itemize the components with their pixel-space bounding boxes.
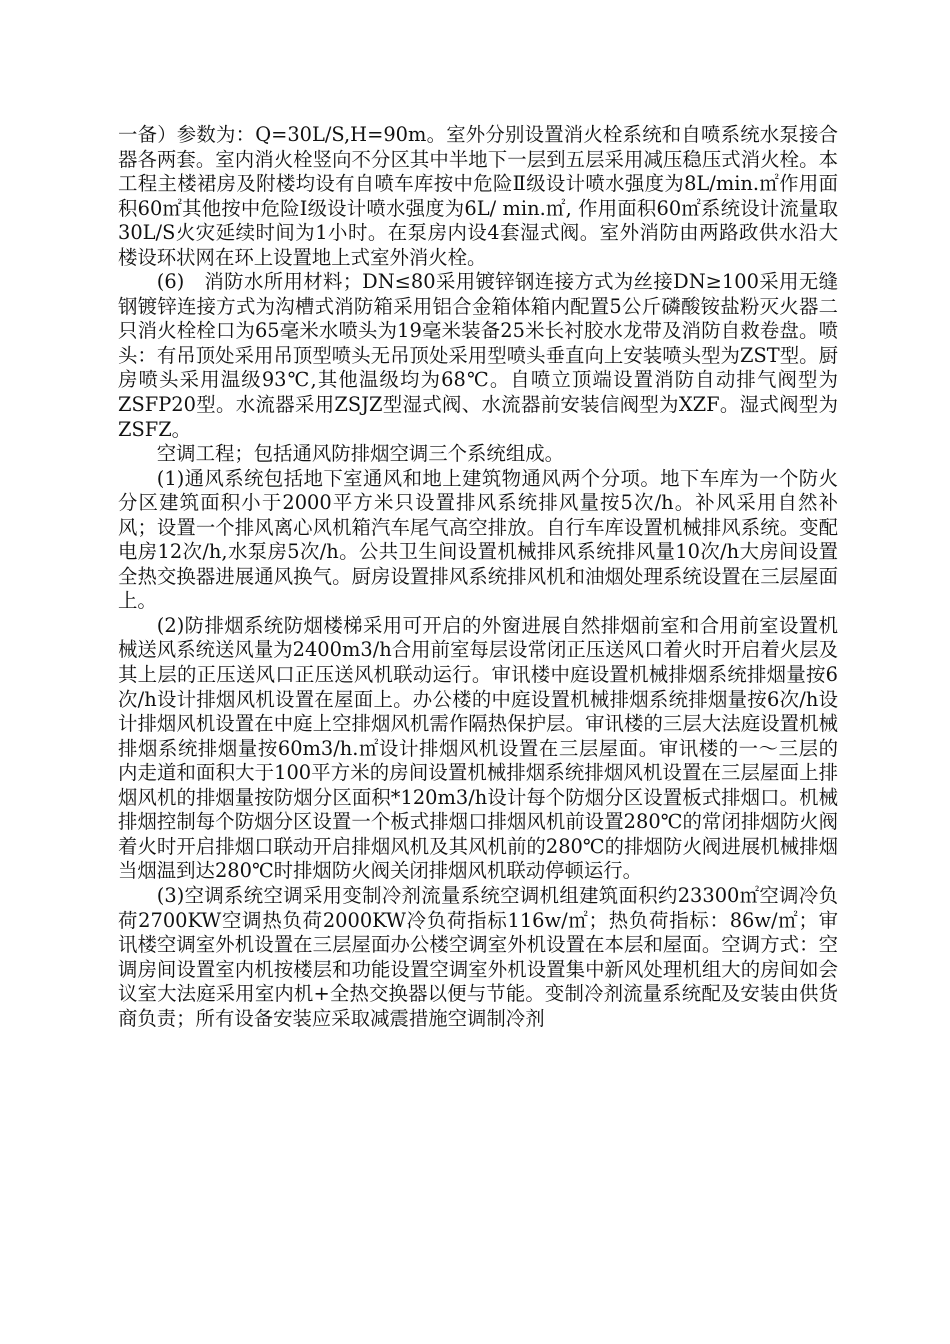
paragraph-hvac-overview: 空调工程；包括通风防排烟空调三个系统组成。 — [156, 442, 564, 466]
paragraph-air-conditioning-system: (3)空调系统空调采用变制冷剂流量系统空调机组建筑面积约23300㎡空调冷负荷2700KW空调热负荷2000KW冷负荷指标116w/㎡；热负荷指标：86w/㎡；审讯楼空调室外机设置在三层屋面办公楼空调室外机设置在本层和屋面。空调方式：空调房间设置室内机按楼层和功能设置空调室外机设置集中新风处理机组大的房间如会议室大法庭采用室内机+全热交换器以便与节能。变制冷剂流量系统配及安装由供货商负责；所有设备安装应采取减震措施空调制冷剂 — [118, 883, 838, 1030]
paragraph-smoke-control-system: (2)防排烟系统防烟楼梯采用可开启的外窗进展自然排烟前室和合用前室设置机械送风系统送风量为2400m3/h合用前室每层设常闭正压送风口着火时开启着火层及其上层的正压送风口正压送风机联动运行。审讯楼中庭设置机械排烟系统排烟量按6次/h设计排烟风机设置在屋面上。办公楼的中庭设置机械排烟系统排烟量按6次/h设计排烟风机设置在中庭上空排烟风机需作隔热保护层。审讯楼的三层大法庭设置机械排烟系统排烟量按60m3/h.㎡设计排烟风机设置在三层屋面。审讯楼的一～三层的内走道和面积大于100平方米的房间设置机械排烟系统排烟风机设置在三层屋面上排烟风机的排烟量按防烟分区面积*120m3/h设计每个防烟分区设置板式排烟口。机械排烟控制每个防烟分区设置一个板式排烟口排烟风机前设置280℃的常闭排烟防火阀着火时开启排烟口联动开启排烟风机及其风机前的280℃的排烟防火阀进展机械排烟当烟温到达280℃时排烟防火阀关闭排烟风机联动停顿运行。 — [118, 613, 838, 883]
paragraph-ventilation-system: (1)通风系统包括地下室通风和地上建筑物通风两个分项。地下车库为一个防火分区建筑面积小于2000平方米只设置排风系统排风量按5次/h。补风采用自然补风；设置一个排风离心风机箱汽车尾气高空排放。自行车库设置机械排风系统。变配电房12次/h,水泵房5次/h。公共卫生间设置机械排风系统排风量10次/h大房间设置全热交换器进展通风换气。厨房设置排风系统排风机和油烟处理系统设置在三层屋面上。 — [118, 466, 838, 613]
paragraph-fire-materials: (6) 消防水所用材料；DN≤80采用镀锌钢连接方式为丝接DN≥100采用无缝钢镀锌连接方式为沟槽式消防箱采用铝合金箱体箱内配置5公斤磷酸铵盐粉灭火器二只消火栓栓口为65毫米水喷头为19毫米装备25米长衬胶水龙带及消防自救卷盘。喷头：有吊顶处采用吊顶型喷头无吊顶处采用型喷头垂直向上安装喷头型为ZST型。厨房喷头采用温级93℃,其他温级均为68℃。自喷立顶端设置消防自动排气阀型为ZSFP20型。水流器采用ZSJZ型湿式阀、水流器前安装信阀型为XZF。湿式阀型为ZSFZ。 — [118, 270, 838, 441]
body-text — [118, 123, 838, 1031]
paragraph-fire-parameters: 一备）参数为：Q=30L/S,H=90m。室外分别设置消火栓系统和自喷系统水泵接合器各两套。室内消火栓竖向不分区其中半地下一层到五层采用减压稳压式消火栓。本工程主楼裙房及附楼均设有自喷车库按中危险Ⅱ级设计喷水强度为8L/min.㎡作用面积60㎡其他按中危险Ⅰ级设计喷水强度为6L/ min.㎡, 作用面积60㎡系统设计流量取30L/S火灾延续时间为1小时。在泵房内设4套湿式阀。室外消防由两路政供水沿大楼设环状网在环上设置地上式室外消火栓。 — [118, 123, 839, 269]
